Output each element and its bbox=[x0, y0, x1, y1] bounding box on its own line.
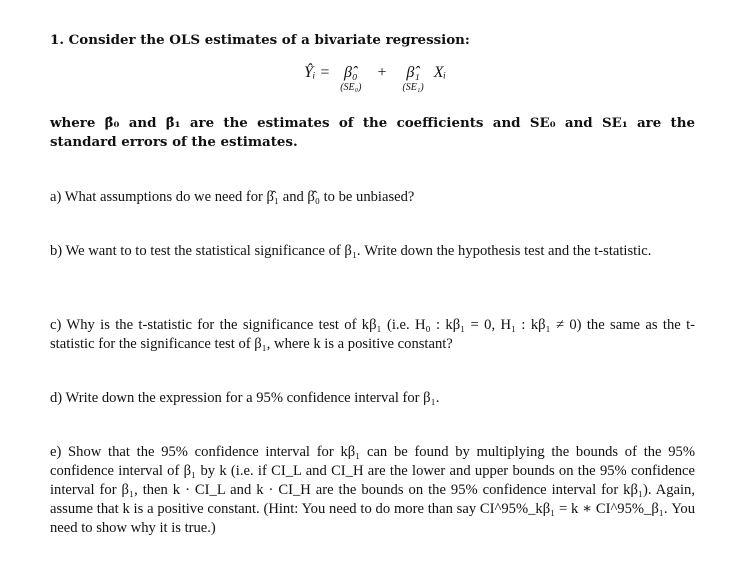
beta0: β̂₀ bbox=[344, 64, 358, 81]
equation-lhs: Ŷᵢ = bbox=[303, 64, 331, 81]
beta0-term bbox=[340, 64, 361, 94]
part-c: c) Why is the t-statistic for the significance test of kβ₁ (i.e. H₀ : kβ₁ = 0, H₁ : kβ₁ ≠ 0) the same as the t-statistic for the significance test of β₁, where k is a positive constant? bbox=[50, 317, 695, 352]
part-d: d) Write down the expression for a 95% confidence interval for β₁. bbox=[50, 390, 440, 406]
part-e: e) Show that the 95% confidence interval for kβ₁ can be found by multiplying the bounds of the 95% confidence interval of β₁ by k (i.e. if CI_L and CI_H are the lower and upper bounds on the 95% confidence interval for β₁, then k · CI_L and k · CI_H are the bounds on the 95% confidence interval for kβ₁). Again, assume that k is a positive constant. (Hint: You need to do more than say CI^95%_kβ₁ = k ∗ CI^95%_β₁. You need to show why it is true.) bbox=[50, 444, 695, 536]
regression-equation bbox=[0, 64, 750, 94]
part-a: a) What assumptions do we need for β̂₁ and β̂₀ to be unbiased? bbox=[50, 189, 415, 205]
se0-label: (SE₀) bbox=[340, 82, 362, 93]
plus-sign: + bbox=[377, 64, 387, 81]
where-paragraph: where β̂₀ and β̂₁ are the estimates of the coefficients and SE₀ and SE₁ are the standard errors of the estimates. bbox=[50, 115, 695, 150]
x-variable: Xᵢ bbox=[433, 64, 447, 81]
part-b: b) We want to to test the statistical significance of β₁. Write down the hypothesis test and the t-statistic. bbox=[50, 243, 652, 259]
question-title: 1. Consider the OLS estimates of a bivariate regression: bbox=[50, 32, 470, 48]
beta1: β̂₁ bbox=[406, 64, 420, 81]
se1-label: (SE₁) bbox=[402, 82, 424, 93]
beta1-term bbox=[402, 64, 423, 94]
